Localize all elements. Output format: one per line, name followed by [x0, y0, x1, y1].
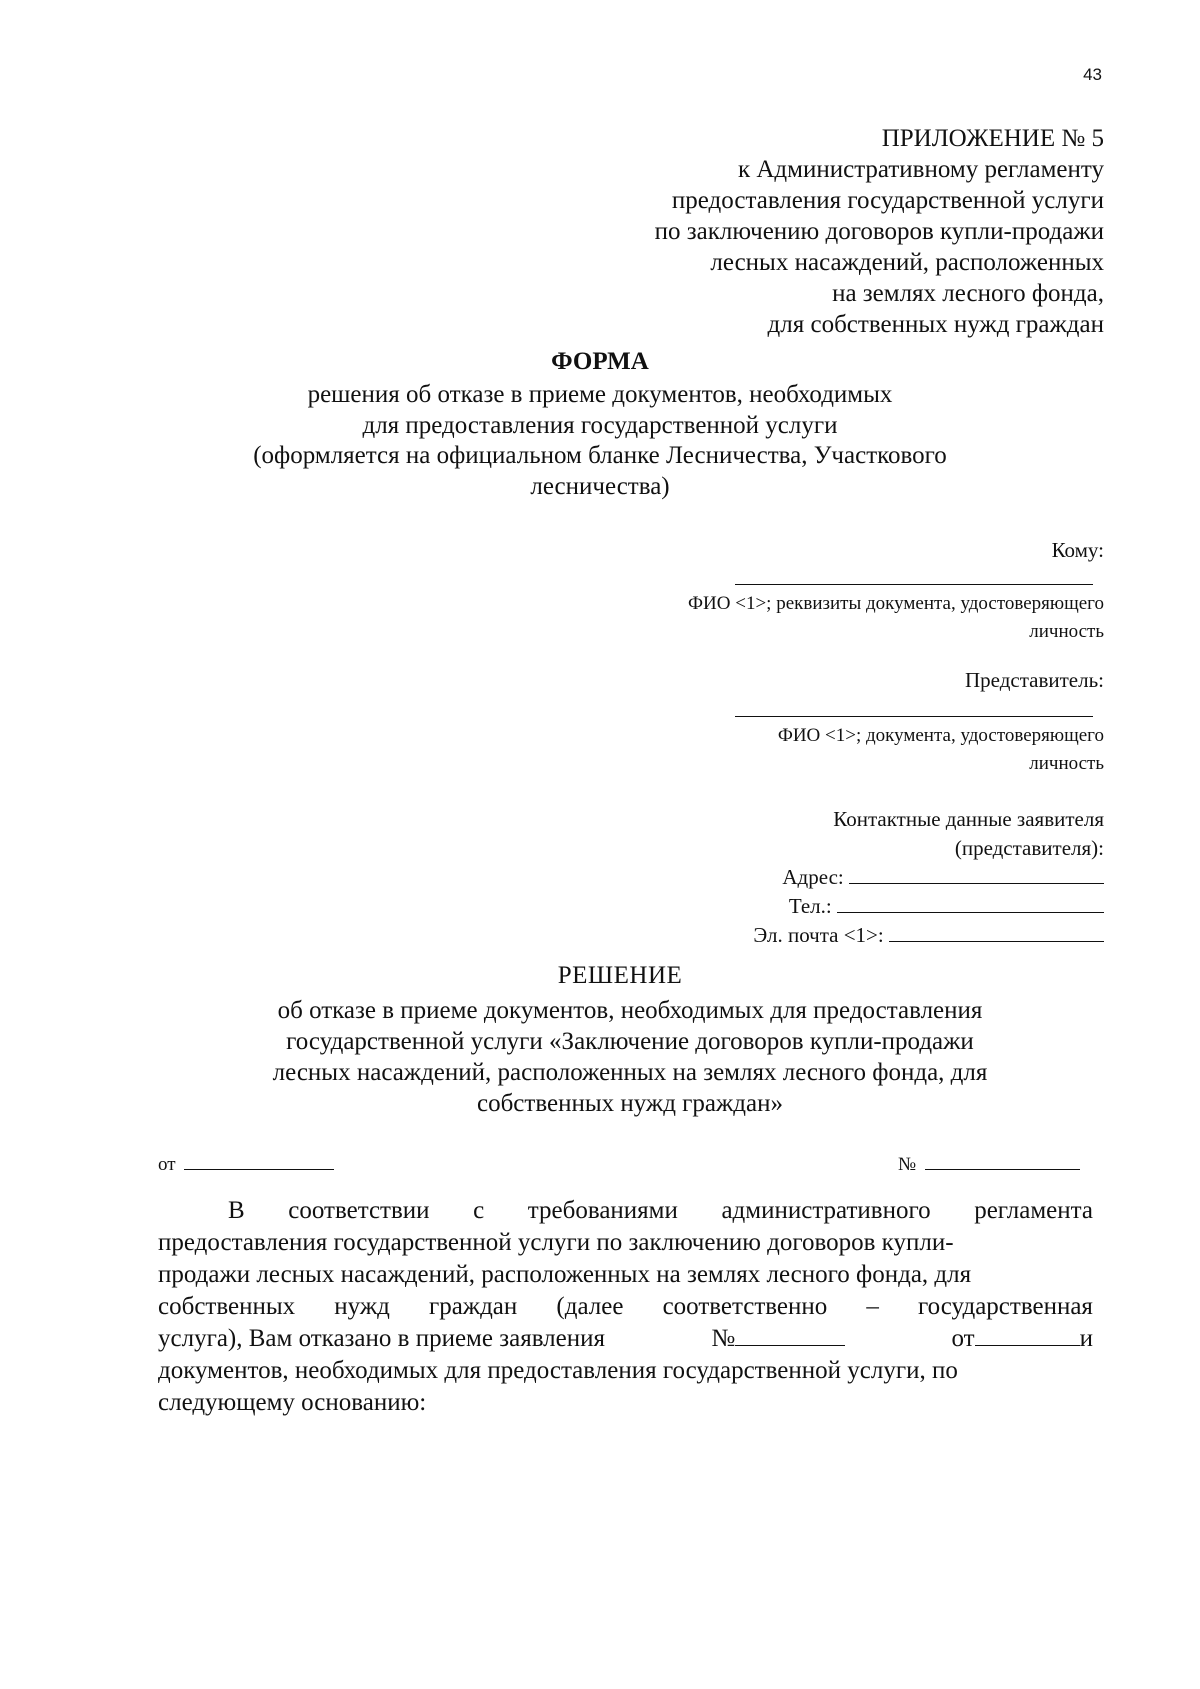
page-number: 43 [1083, 65, 1102, 84]
decision-title: РЕШЕНИЕ [557, 962, 683, 989]
body-word: административного [721, 1197, 931, 1224]
phone-row [504, 892, 1104, 921]
application-date-label: от [951, 1325, 975, 1352]
body-word: граждан [428, 1293, 518, 1320]
representative-caption-line: ФИО <1>; документа, удостоверяющего [777, 725, 1104, 746]
representative-label: Представитель: [964, 668, 1104, 692]
date-row [158, 1154, 334, 1176]
body-word: собственных [158, 1293, 296, 1320]
body-word: (далее [556, 1293, 624, 1320]
decision-description-line: лесных насаждений, расположенных на землях лесного фонда, для [272, 1059, 988, 1086]
conjunction: и [1079, 1325, 1093, 1352]
date-field[interactable] [184, 1169, 334, 1170]
number-label: № [898, 1154, 917, 1175]
decision-description-line: собственных нужд граждан» [476, 1090, 783, 1117]
appendix-line: лесных насаждений, расположенных [710, 249, 1104, 276]
appendix-header [404, 123, 1104, 340]
body-word: В [228, 1197, 245, 1224]
representative-field[interactable] [735, 716, 1093, 717]
recipient-caption [504, 590, 1104, 646]
recipient-field[interactable] [735, 584, 1093, 585]
body-line [158, 1323, 1093, 1355]
contact-heading: (представителя): [954, 836, 1104, 860]
phone-label: Тел.: [788, 894, 832, 918]
form-description-line: решения об отказе в приеме документов, необходимых [307, 381, 893, 408]
appendix-line: по заключению договоров купли-продажи [654, 218, 1104, 245]
appendix-title: ПРИЛОЖЕНИЕ № 5 [881, 125, 1104, 152]
decision-description [100, 995, 1160, 1119]
representative-caption [504, 722, 1104, 778]
form-description-line: лесничества) [530, 472, 670, 500]
form-description-line: для предоставления государственной услуги [362, 411, 838, 439]
form-description [100, 380, 1100, 502]
body-word: – [866, 1293, 879, 1320]
body-word: государственная [918, 1293, 1093, 1320]
recipient-caption-line: личность [1029, 621, 1104, 642]
application-number-field[interactable] [735, 1345, 845, 1346]
body-line [158, 1195, 1093, 1227]
body-line [158, 1291, 1093, 1323]
application-number-label: № [711, 1325, 736, 1352]
body-word: соответствии [288, 1197, 430, 1224]
decision-description-line: об отказе в приеме документов, необходимых для предоставления [277, 997, 983, 1024]
body-line [158, 1387, 1093, 1419]
body-text-line: документов, необходимых для предоставления государственной услуги, по [158, 1357, 958, 1384]
form-title: ФОРМА [551, 348, 649, 375]
representative-caption-line: личность [1029, 753, 1104, 774]
body-text-line: услуга), Вам отказано в приеме заявления [158, 1325, 605, 1352]
number-row [898, 1154, 1080, 1176]
body-line [158, 1355, 1093, 1387]
body-word: требованиями [527, 1197, 678, 1224]
address-row [504, 863, 1104, 892]
email-field[interactable] [889, 941, 1104, 942]
body-word: соответственно [662, 1293, 828, 1320]
recipient-caption-line: ФИО <1>; реквизиты документа, удостоверяющего [688, 593, 1104, 614]
email-label: Эл. почта <1>: [753, 923, 884, 947]
appendix-line: предоставления государственной услуги [671, 187, 1104, 214]
phone-field[interactable] [837, 912, 1104, 913]
contact-block [504, 805, 1104, 950]
form-description-line: (оформляется на официальном бланке Лесничества, Участкового [253, 442, 947, 469]
body-line [158, 1259, 1093, 1291]
address-label: Адрес: [782, 865, 844, 889]
body-word: нужд [334, 1293, 390, 1320]
application-number [711, 1323, 845, 1355]
recipient-label: Кому: [1051, 538, 1104, 562]
decision-body [158, 1195, 1093, 1419]
contact-heading: Контактные данные заявителя [833, 807, 1104, 831]
body-text-line: предоставления государственной услуги по заключению договоров купли- [158, 1229, 954, 1256]
appendix-line: к Административному регламенту [737, 156, 1104, 183]
body-text-line: следующему основанию: [158, 1389, 427, 1416]
from-label: от [158, 1154, 176, 1175]
appendix-line: на землях лесного фонда, [832, 280, 1104, 307]
application-date-field[interactable] [975, 1345, 1080, 1346]
body-word: регламента [974, 1197, 1093, 1224]
body-text-line: продажи лесных насаждений, расположенных на землях лесного фонда, для [158, 1261, 972, 1288]
address-field[interactable] [849, 883, 1104, 884]
email-row [504, 921, 1104, 950]
body-line [158, 1227, 1093, 1259]
appendix-line: для собственных нужд граждан [767, 311, 1104, 338]
decision-description-line: государственной услуги «Заключение договоров купли-продажи [286, 1028, 974, 1055]
body-word: с [473, 1197, 485, 1224]
application-date [951, 1323, 1093, 1355]
number-field[interactable] [925, 1169, 1080, 1170]
